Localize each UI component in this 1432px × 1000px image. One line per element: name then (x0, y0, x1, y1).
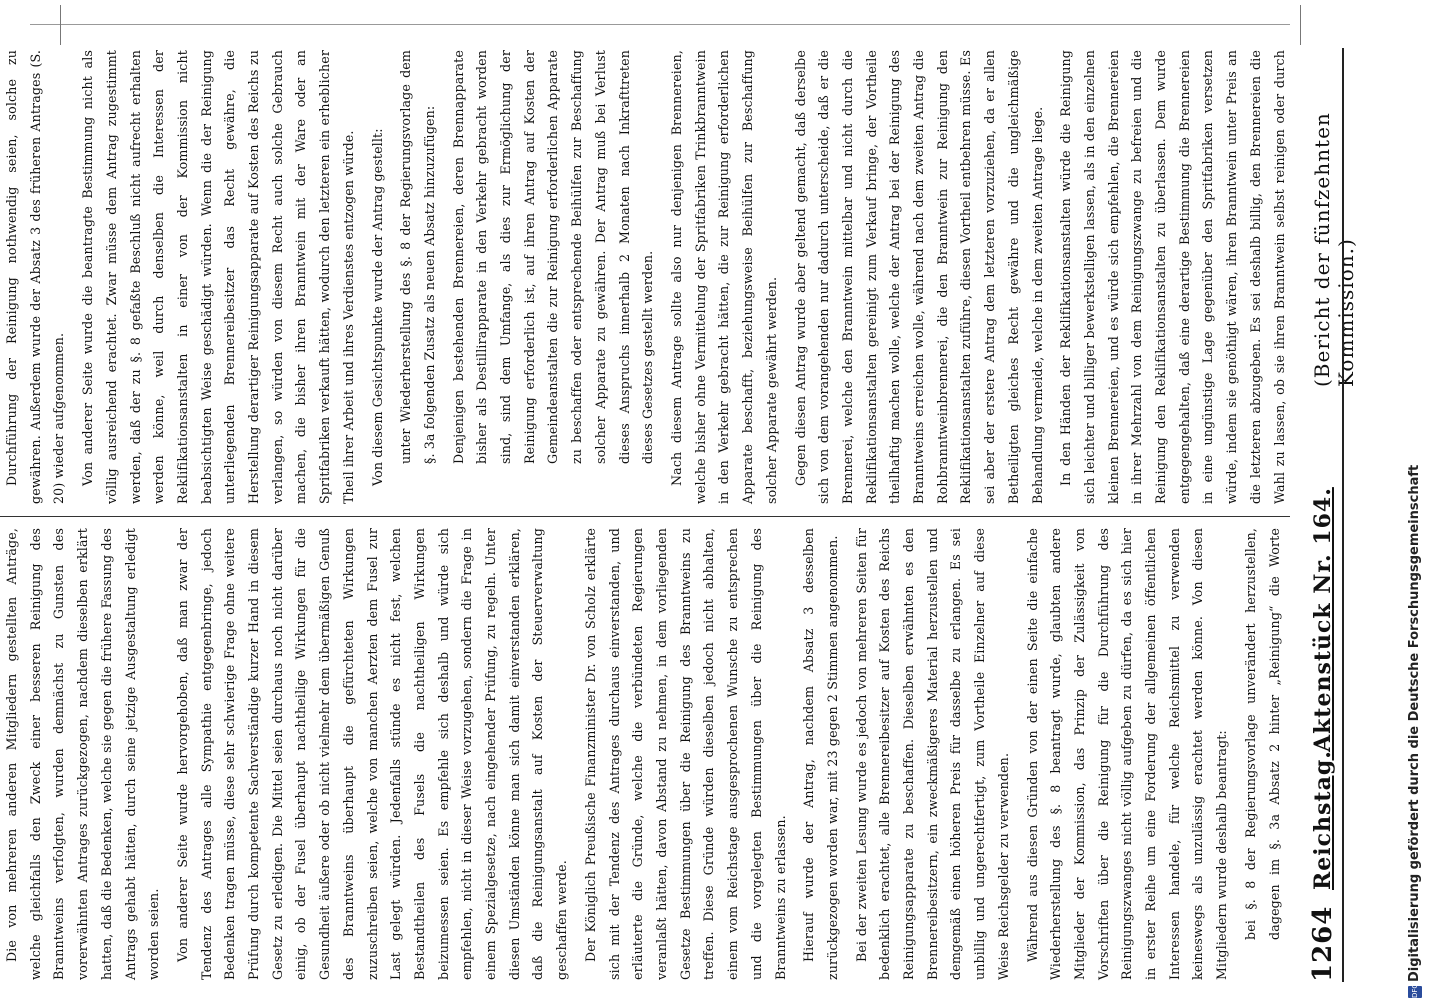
paragraph: Der Königlich Preußische Finanzminister Dr. von Scholz erklärte sich mit der Tendenz des Antrages durchaus einverstanden, und erläuterte die Gründe, welche die verbündeten Regierungen veranlaßt hätten, davon Abstand zu nehmen, in dem vorliegenden Gesetze Bestimmungen über die Reinigung des Branntweins zu treffen. Diese Gründe würden dieselben jedoch nicht abhalten, einem vom Reichstage ausgesprochenen Wunsche zu entsprechen und die vorgelegten Bestimmungen über die Reinigung des Branntweins zu erlassen. (582, 528, 788, 980)
scan-edge-tick (1300, 5, 1301, 45)
paragraph: Die von mehreren anderen Mitgliedern gestellten Anträge, welche gleichfalls den Zweck einer besseren Reinigung des Branntweins verfolgten, wurden demnächst zu Gunsten des vorerwähnten Antrages zurückgezogen, nachdem dieselben erklärt hatten, daß die Bedenken, welche sie gegen die frühere Fassung des Antrags gehabt hätten, durch seine jetzige Ausgestaltung erledigt worden seien. (4, 528, 162, 980)
indented-motion: bei §. 8 der Regierungsvorlage unverändert herzustellen, dagegen im §. 3a Absatz 2 hinter „Reinigung“ die Worte (1242, 528, 1282, 940)
indented-motion: Denjenigen bestehenden Brennereien, deren Brennapparate bisher als Destillirapparate in den Verkehr gebracht worden sind, sind dem Umfange, als dies zur Ermöglichung der Reinigung erforderlich ist, auf ihren Antrag auf Kosten der Gemeindeanstalten die zur Reinigung erforderlichen Apparate zu beschaffen oder entsprechende Beihülfen zur Beschaffung solcher Apparate zu gewähren. Der Antrag muß bei Verlust dieses Anspruchs innerhalb 2 Monaten nach Inkrafttreten dieses Gesetzes gestellt werden. (450, 50, 656, 464)
commission-reference: (Bericht der fünfzehnten Kommission.) (1310, 112, 1358, 387)
paragraph: Während aus diesen Gründen von der einen Seite die einfache Wiederherstellung des §. 8 beantragt wurde, glaubten andere Mitglieder der Kommission, das Prinzip der Zulässigkeit von Vorschriften über die Reinigung für die Durchführung des Reinigungszwanges nicht völlig aufgeben zu dürfen, da es sich hier in erster Reihe um eine Forderung der allgemeinen öffentlichen Interessen handele, für welche Reichsmittel zu verwenden keineswegs als unzulässig erachtet werden könne. Von diesen Mitgliedern wurde deshalb beantragt: (1024, 528, 1230, 980)
paragraph: Von anderer Seite wurde die beantragte Bestimmung nicht als völlig ausreichend erachtet. Zwar müsse dem Antrag zugestimmt werden, daß der zu §. 8 gefaßte Beschluß nicht aufrecht erhalten werden könne, weil durch denselben die Interessen der Reklifikationsanstalten in einer von der Kommission nicht beabsichtigten Weise geschädigt würden. Wenn die der Reinigung unterliegenden Brennereibesitzer das Recht gewähre, die Herstellung derartiger Reinigungsapparate auf Kosten des Reichs zu verlangen, so würden von diesem Recht auch solche Gebrauch machen, die bisher ihren Branntwein mit der Ware oder an Spritfabriken verkauft hätten, wodurch den letzteren ein erheblicher Theil ihrer Arbeit und ihres Verdienstes entzogen würde. (80, 50, 356, 504)
page-header (1304, 48, 1358, 982)
paragraph: Nach diesem Antrage sollte also nur denjenigen Brennereien, welche bisher ohne Vermittelung der Spritfabriken Trinkbranntwein in den Verkehr gebracht hätten, die zur Reinigung erforderlichen Apparate beschafft, beziehungsweise Beihülfen zur Beschaffung solcher Apparate gewährt werden. (668, 50, 779, 504)
document-reference: Aktenstück Nr. 164. (1310, 487, 1336, 752)
scan-edge-rule (30, 24, 1290, 25)
indented-motion: unter Wiederherstellung des §. 8 der Regierungsvorlage dem §. 3a folgenden Zusatz als neuen Absatz hinzuzufügen: (398, 50, 437, 464)
left-column (0, 524, 1290, 982)
paragraph: Von anderer Seite wurde hervorgehoben, daß man zwar der Tendenz des Antrages alle Sympathie entgegenbringe, jedoch Bedenken tragen müsse, diese sehr schwierige Frage ohne weitere Prüfung durch kompetente Sachverständige kurzer Hand in diesem Gesetz zu erledigen. Die Mittel seien durchaus noch nicht darüber einig, ob der Fusel überhaupt nachtheilige Wirkungen für die Gesundheit äußere oder ob nicht vielmehr dem übermäßigen Genuß des Branntweins überhaupt die gefürchteten Wirkungen zuzuschreiben seien, welche von manchen Aerzten dem Fusel zur Last gelegt würden. Jedenfalls stünde es nicht fest, welchen Bestandtheilen des Fusels die nachtheiligen Wirkungen beizumessen seien. Es empfehle sich deshalb und würde sich empfehlen, nicht in dieser Weise vorzugehen, sondern die Frage in einem Spezialgesetze, nach eingehender Prüfung, zu regeln. Unter diesen Umständen könne man sich damit einverstanden erklären, daß die Reinigungsanstalt auf Kosten der Steuerverwaltung geschaffen werde. (174, 528, 570, 980)
page-number: 1264 (1308, 905, 1338, 982)
column-divider (0, 516, 1290, 517)
paragraph: In den Händen der Reklifikationsanstalten würde die Reinigung sich leichter und billiger bewerkstelligen lassen, als in den einzelnen kleinen Brennereien, und es würde sich empfehlen, die Brennereien in ihrer Mehrzahl von dem Reinigungszwange zu befreien und die Reinigung den Reklifikationsanstalten zu überlassen. Dem wurde entgegengehalten, daß eine derartige Bestimmung die Brennereien in eine ungünstige Lage gegenüber den Spritfabriken versetzen würde, indem sie genöthigt wären, ihren Branntwein unter Preis an die letzteren abzugeben. Es sei deshalb billig, den Brennereien die Wahl zu lassen, ob sie ihren Branntwein selbst reinigen oder durch (1058, 50, 1287, 504)
header-rule (1342, 48, 1344, 982)
paragraph: Durchführung der Reinigung nothwendig seien, solche zu gewähren. Außerdem wurde der Absatz 3 des früheren Antrages (S. 20) wieder aufgenommen. (4, 50, 67, 504)
header-title: Reichstag. (1310, 750, 1336, 890)
paragraph: Bei der zweiten Lesung wurde es jedoch von mehreren Seiten für bedenklich erachtet, alle Brennereibesitzer auf Kosten des Reichs Reinigungsapparate zu beschaffen. Dieselben erwähnten es den Brennereibesitzern, ein zweckmäßigeres Material herzustellen und demgemäß einen höheren Preis für dasselbe zu erlangen. Es sei unbillig und ungerechtfertigt, zum Vortheile Einzelner auf diese Weise Reichsgelder zu verwenden. (853, 528, 1011, 980)
paragraph: Gegen diesen Antrag wurde aber geltend gemacht, daß derselbe sich von dem vorangehenden nur dadurch unterscheide, daß er die Brennerei, welche den Branntwein mittelbar und nicht durch die Reklifikationsanstalten gereinigt zum Verkauf bringe, der Vortheile theilhaftig machen wolle, welche der Antrag bei der Reinigung des Branntweins erreichen wolle, während nach dem zweiten Antrag die Rohbranntweinbrennerei, die den Branntwein zur Reinigung den Reklifikationsanstalten zuführe, diesen Vortheil entbehren müsse. Es sei aber der erstere Antrag dem letzteren vorzuziehen, da er allen Betheiligten gleiches Recht gewähre und die ungleichmäßige Behandlung vermeide, welche in dem zweiten Antrage liege. (792, 50, 1045, 504)
paragraph: Von diesem Gesichtspunkte wurde der Antrag gestellt: (369, 128, 385, 486)
paragraph: Hierauf wurde der Antrag, nachdem Absatz 3 desselben zurückgezogen worden war, mit 23 gegen 2 Stimmen angenommen. (801, 528, 840, 980)
dfg-logo-icon: DFG (1408, 986, 1422, 998)
right-column (0, 48, 1290, 508)
credit-text: Digitalisierung gefördert durch die Deutsche Forschungsgemeinschaft (1407, 464, 1422, 982)
scan-edge-tick (60, 5, 61, 45)
digitization-credit (1405, 0, 1427, 1000)
